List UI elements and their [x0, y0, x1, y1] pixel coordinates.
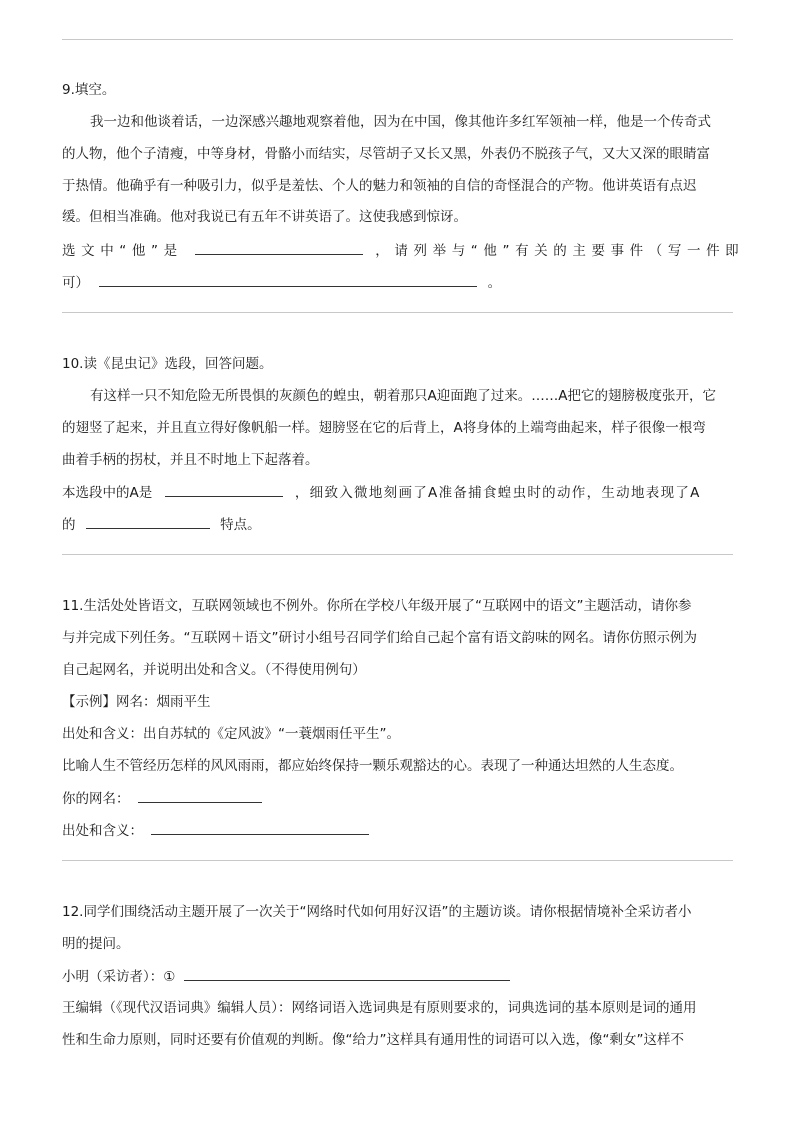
- q11-name-prompt: [62, 788, 738, 809]
- q12-editor-line: 性和生命力原则，同时还要有价值观的判断。像“给力”这样具有通用性的词语可以入选，像“剩女”这样不: [62, 1032, 684, 1048]
- q11-name-blank[interactable]: [138, 788, 262, 803]
- q9-prompt-text-b: ，请列举与“他”有关的主要事件（写一件即: [375, 243, 745, 259]
- q9-passage-line: 缓。但相当准确。他对我说已有五年不讲英语了。这使我感到惊讶。: [62, 209, 467, 225]
- separator: [62, 860, 733, 861]
- q10-prompt-text-b: ，细致入微地刻画了A准备捕食蝗虫时的动作，生动地表现了A: [294, 485, 701, 501]
- q12-text-line: 明的提问。: [62, 936, 130, 952]
- q11-text-line: 与并完成下列任务。“互联网＋语文”研讨小组号召同学们给自己起个富有语文韵味的网名。请你仿照示例为: [62, 630, 697, 646]
- q9-title: 9.填空。: [62, 82, 116, 98]
- q11-name-label: 你的网名：: [62, 791, 130, 807]
- q9-prompt-text-a: 选文中“他”是: [62, 243, 183, 259]
- q9-passage-line: 我一边和他谈着话，一边深感兴趣地观察着他，因为在中国，像其他许多红军领袖一样，他是一个传奇式: [90, 114, 711, 130]
- q10-prompt-text-d: 特点。: [220, 517, 261, 533]
- q11-origin-prompt: [62, 820, 738, 841]
- q9-prompt-end: 。: [487, 275, 502, 291]
- q10-passage-line: 曲着手柄的拐杖，并且不时地上下起落着。: [62, 452, 319, 468]
- separator: [62, 554, 733, 555]
- q11-origin-blank[interactable]: [151, 820, 369, 835]
- q12-editor-line: 王编辑（《现代汉语词典》编辑人员）：网络词语入选词典是有原则要求的，词典选词的基本原则是词的通用: [62, 1000, 697, 1016]
- q9-prompt-cont: [62, 272, 738, 293]
- q9-passage-line: 于热情。他确乎有一种吸引力，似乎是羞怯、个人的魅力和领袖的自信的奇怪混合的产物。他讲英语有点迟: [62, 178, 697, 194]
- q10-passage-line: 有这样一只不知危险无所畏惧的灰颜色的蝗虫，朝着那只A迎面跑了过来。……A把它的翅膀极度张开，它: [90, 388, 716, 404]
- q10-answer-blank-2[interactable]: [86, 514, 210, 529]
- q12-interviewer-label: 小明（采访者）：①: [62, 969, 176, 985]
- q12-title: 12.同学们围绕活动主题开展了一次关于“网络时代如何用好汉语”的主题访谈。请你根据情境补全采访者小: [62, 904, 692, 920]
- q9-prompt: [62, 240, 745, 261]
- q11-example-meaning: 比喻人生不管经历怎样的风风雨雨，都应始终保持一颗乐观豁达的心。表现了一种通达坦然的人生态度。: [62, 758, 683, 774]
- q11-example-origin: 出处和含义：出自苏轼的《定风波》“一蓑烟雨任平生”。: [62, 726, 400, 742]
- q10-prompt-cont: [62, 514, 738, 535]
- q12-question-blank[interactable]: [184, 966, 510, 981]
- q10-prompt-text-a: 本选段中的A是: [62, 485, 153, 501]
- q9-prompt-text-c: 可）: [62, 275, 89, 291]
- q11-title: 11.生活处处皆语文，互联网领域也不例外。你所在学校八年级开展了“互联网中的语文”主题活动，请你参: [62, 598, 692, 614]
- q9-answer-blank-2[interactable]: [99, 272, 477, 287]
- q10-prompt-text-c: 的: [62, 517, 76, 533]
- q11-example: 【示例】网名：烟雨平生: [62, 694, 211, 710]
- q11-text-line: 自己起网名，并说明出处和含义。（不得使用例句）: [62, 662, 366, 678]
- q11-origin-label: 出处和含义：: [62, 823, 143, 839]
- q10-prompt: [62, 482, 738, 503]
- separator-top: [62, 39, 733, 40]
- q9-answer-blank-1[interactable]: [195, 240, 363, 255]
- q10-answer-blank-1[interactable]: [165, 482, 283, 497]
- q12-interviewer-prompt: [62, 966, 738, 987]
- separator: [62, 312, 733, 313]
- q10-title: 10.读《昆虫记》选段，回答问题。: [62, 356, 273, 372]
- q9-passage-line: 的人物，他个子清瘦，中等身材，骨骼小而结实，尽管胡子又长又黑，外表仍不脱孩子气，又大又深的眼睛富: [62, 146, 710, 162]
- q10-passage-line: 的翅竖了起来，并且直立得好像帆船一样。翅膀竖在它的后背上，A将身体的上端弯曲起来，样子很像一根弯: [62, 420, 706, 436]
